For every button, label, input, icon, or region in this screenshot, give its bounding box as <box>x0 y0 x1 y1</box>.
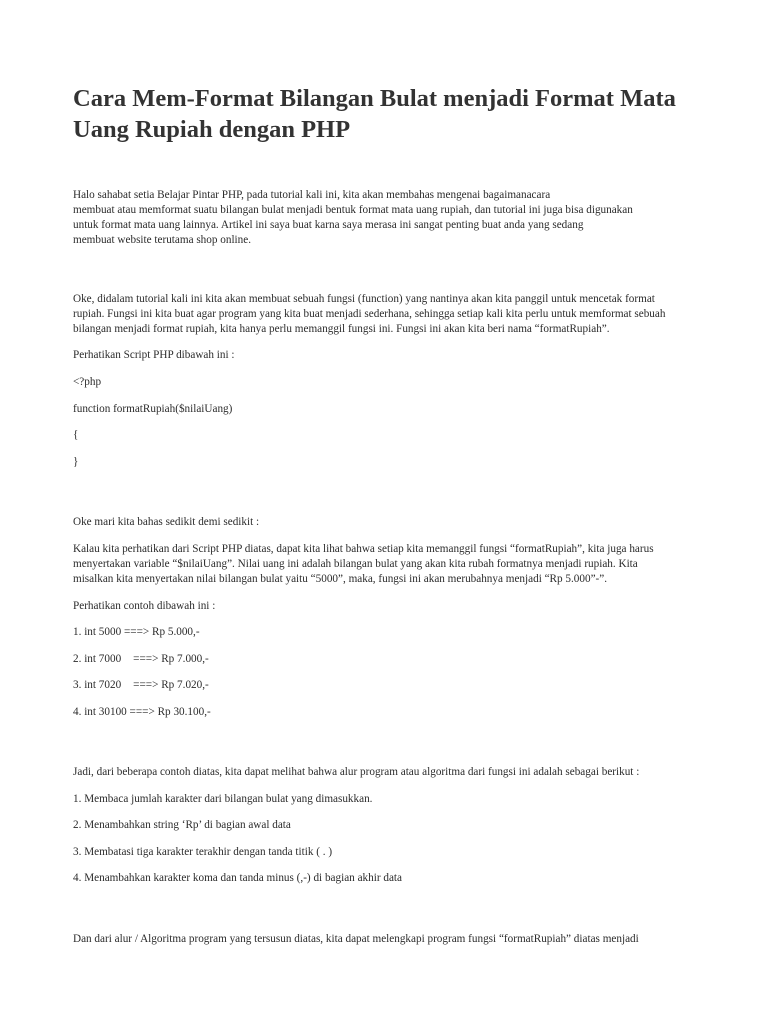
para2-line-3: bilangan menjadi format rupiah, kita hanya perlu memanggil fungsi ini. Fungsi ini akan kita beri nama “formatRupiah”. <box>73 323 610 335</box>
para2-line-1: Oke, didalam tutorial kali ini kita akan membuat sebuah fungsi (function) yang nantinya akan kita panggil untuk mencetak format <box>73 293 655 305</box>
step-2: 2. Menambahkan string ‘Rp’ di bagian awal data <box>73 819 291 831</box>
example-3-right: ===> Rp 7.020,- <box>133 679 209 691</box>
intro-line-3: untuk format mata uang lainnya. Artikel ini saya buat karna saya merasa ini sangat penting buat anda yang sedang <box>73 219 584 231</box>
para3-line-1: Kalau kita perhatikan dari Script PHP diatas, dapat kita lihat bahwa setiap kita memanggil fungsi “formatRupiah”, kita juga harus <box>73 543 654 555</box>
intro-line-2: membuat atau memformat suatu bilangan bulat menjadi bentuk format mata uang rupiah, dan tutorial ini juga bisa digunakan <box>73 204 633 216</box>
example-1 <box>73 625 200 639</box>
intro-line-4: membuat website terutama shop online. <box>73 234 252 246</box>
step-3: 3. Membatasi tiga karakter terakhir dengan tanda titik ( . ) <box>73 846 333 858</box>
intro-line-1: Halo sahabat setia Belajar Pintar PHP, pada tutorial kali ini, kita akan membahas mengenai bagaimanacara <box>73 189 551 201</box>
example-1-text: 1. int 5000 ===> Rp 5.000,- <box>73 626 200 638</box>
example-4 <box>73 705 211 719</box>
example-2-left: 2. int 7000 <box>73 653 122 665</box>
step-4: 4. Menambahkan karakter koma dan tanda minus (,-) di bagian akhir data <box>73 872 402 884</box>
example-3-left: 3. int 7020 <box>73 679 122 691</box>
code-line-brace-open: { <box>73 429 79 441</box>
example-2-right: ===> Rp 7.000,- <box>133 653 209 665</box>
script-intro: Perhatikan Script PHP dibawah ini : <box>73 349 235 361</box>
closing-line: Dan dari alur / Algoritma program yang tersusun diatas, kita dapat melengkapi program fungsi “formatRupiah” diatas menjadi <box>73 933 639 945</box>
step-1: 1. Membaca jumlah karakter dari bilangan bulat yang dimasukkan. <box>73 793 373 805</box>
article-title: Cara Mem-Format Bilangan Bulat menjadi Format Mata Uang Rupiah dengan PHP <box>73 85 676 143</box>
example-2 <box>73 652 209 666</box>
code-line-brace-close: } <box>73 456 79 468</box>
code-line-function: function formatRupiah($nilaiUang) <box>73 403 233 415</box>
para2-line-2: rupiah. Fungsi ini kita buat agar program yang kita buat menjadi sederhana, sehingga setiap kali kita perlu untuk memformat sebuah <box>73 308 666 320</box>
discuss-line: Oke mari kita bahas sedikit demi sedikit : <box>73 516 260 528</box>
example-4-text: 4. int 30100 ===> Rp 30.100,- <box>73 706 211 718</box>
code-line-php-open: <?php <box>73 376 102 388</box>
example-intro: Perhatikan contoh dibawah ini : <box>73 600 216 612</box>
algo-intro: Jadi, dari beberapa contoh diatas, kita dapat melihat bahwa alur program atau algoritma dari fungsi ini adalah sebagai berikut : <box>73 766 640 778</box>
para3-line-3: misalkan kita menyertakan nilai bilangan bulat yaitu “5000”, maka, fungsi ini akan merubahnya menjadi “Rp 5.000”-”. <box>73 573 608 585</box>
para3-line-2: menyertakan variable “$nilaiUang”. Nilai uang ini adalah bilangan bulat yang akan kita rubah formatnya menjadi rupiah. Kita <box>73 558 638 570</box>
example-3 <box>73 678 209 692</box>
